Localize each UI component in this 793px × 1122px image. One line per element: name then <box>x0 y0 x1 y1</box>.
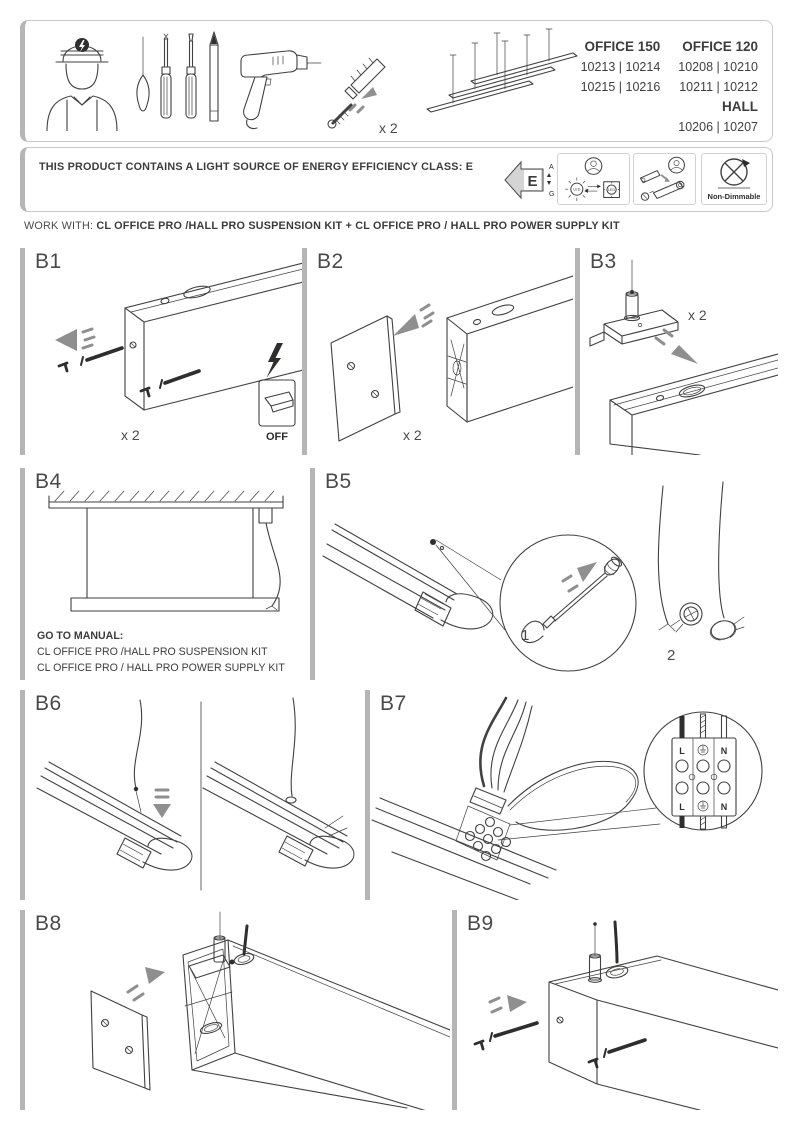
terminal-top-l: L <box>679 746 685 756</box>
switch-off-label: OFF <box>266 431 288 443</box>
step-label: B7 <box>380 692 407 715</box>
product-name: HALL <box>722 99 758 114</box>
manual-line: CL OFFICE PRO /HALL PRO SUSPENSION KIT <box>37 646 268 658</box>
step-b4 <box>20 468 302 680</box>
step-b4-illustration <box>25 468 307 623</box>
step-label: B3 <box>590 250 617 273</box>
scale-top: A <box>549 164 554 171</box>
terminal-bottom-n: N <box>720 802 728 812</box>
work-with-kits: CL OFFICE PRO /HALL PRO SUSPENSION KIT + CL OFFICE PRO / HALL PRO POWER SUPPLY KIT <box>96 220 620 232</box>
grommet-icon <box>708 618 738 642</box>
step-b5 <box>310 468 773 680</box>
step-b8-illustration <box>25 910 450 1110</box>
step-b9 <box>452 910 773 1110</box>
drill-icon <box>231 33 323 133</box>
step-qty: x 2 <box>403 427 422 443</box>
energy-class-letter: E <box>527 173 538 190</box>
step-b7 <box>365 690 773 900</box>
step-b1-illustration <box>25 248 307 455</box>
manual-heading: GO TO MANUAL: <box>37 630 124 642</box>
energy-class-arrow-icon <box>503 156 557 204</box>
lightning-icon <box>267 343 284 378</box>
terminal-top-n: N <box>720 746 728 756</box>
pendant-lights-icon <box>417 27 587 139</box>
product-codes: 10215 | 10216 <box>580 80 661 94</box>
power-off-switch-icon <box>259 380 295 426</box>
non-dimmable-icon-box <box>701 153 767 205</box>
step-qty: x 2 <box>688 307 707 323</box>
grommet-icon <box>677 600 705 628</box>
led-label: LED <box>607 188 616 193</box>
step-label: B6 <box>35 692 62 715</box>
screwdrivers-icon <box>131 31 231 131</box>
electrician-icon <box>39 31 125 131</box>
step-label: B8 <box>35 912 62 935</box>
step-b2-illustration <box>307 248 573 455</box>
step-b7-illustration <box>370 690 778 900</box>
product-codes: 10206 | 10207 <box>678 120 758 134</box>
step-b9-illustration <box>457 910 778 1110</box>
step-label: B9 <box>467 912 494 935</box>
go-to-manual-note <box>37 628 285 676</box>
header-box <box>20 20 773 142</box>
led-replace-icon <box>558 154 629 204</box>
wall-anchor-icon <box>325 45 405 137</box>
non-dimmable-icon <box>702 154 766 190</box>
anchor-qty: x 2 <box>379 120 398 136</box>
work-with-line <box>24 220 620 232</box>
led-replace-icon-box <box>557 153 630 205</box>
led-module-service-icon-box <box>633 153 696 205</box>
work-with-prefix: WORK WITH: <box>24 220 94 232</box>
manual-line: CL OFFICE PRO / HALL PRO POWER SUPPLY KIT <box>37 662 285 674</box>
led-module-service-icon <box>634 154 695 204</box>
callout-1: 1 <box>521 627 530 644</box>
step-b8 <box>20 910 445 1110</box>
step-b3-illustration <box>580 248 778 455</box>
product-codes: 10208 | 10210 <box>678 60 758 74</box>
energy-statement: THIS PRODUCT CONTAINS A LIGHT SOURCE OF ENERGY EFFICIENCY CLASS: E <box>39 161 474 173</box>
product-office120-hall <box>678 37 758 137</box>
step-label: B1 <box>35 250 62 273</box>
magnifier-circle <box>500 535 636 671</box>
step-label: B4 <box>35 470 62 493</box>
step-label: B5 <box>325 470 352 493</box>
earth-icon <box>698 745 708 755</box>
magnifier-circle <box>644 712 762 830</box>
non-dimmable-label: Non-Dimmable <box>707 192 761 201</box>
scale-bottom: G <box>549 191 555 198</box>
product-codes: 10213 | 10214 <box>580 60 661 74</box>
product-office150 <box>581 37 661 137</box>
callout-2: 2 <box>667 647 676 664</box>
product-list <box>581 37 758 137</box>
product-codes: 10211 | 10212 <box>679 80 758 94</box>
step-b6 <box>20 690 365 900</box>
step-qty: x 2 <box>121 427 140 443</box>
step-b3 <box>575 248 773 455</box>
energy-band <box>20 147 773 212</box>
step-b1 <box>20 248 302 455</box>
terminal-bottom-l: L <box>679 802 685 812</box>
step-label: B2 <box>317 250 344 273</box>
led-label: LED <box>573 187 581 192</box>
step-b6-illustration <box>25 690 370 900</box>
step-b2 <box>302 248 568 455</box>
step-b5-illustration <box>315 468 778 680</box>
product-name: OFFICE 120 <box>682 39 758 54</box>
product-name: OFFICE 150 <box>584 39 661 54</box>
earth-icon <box>698 801 708 811</box>
